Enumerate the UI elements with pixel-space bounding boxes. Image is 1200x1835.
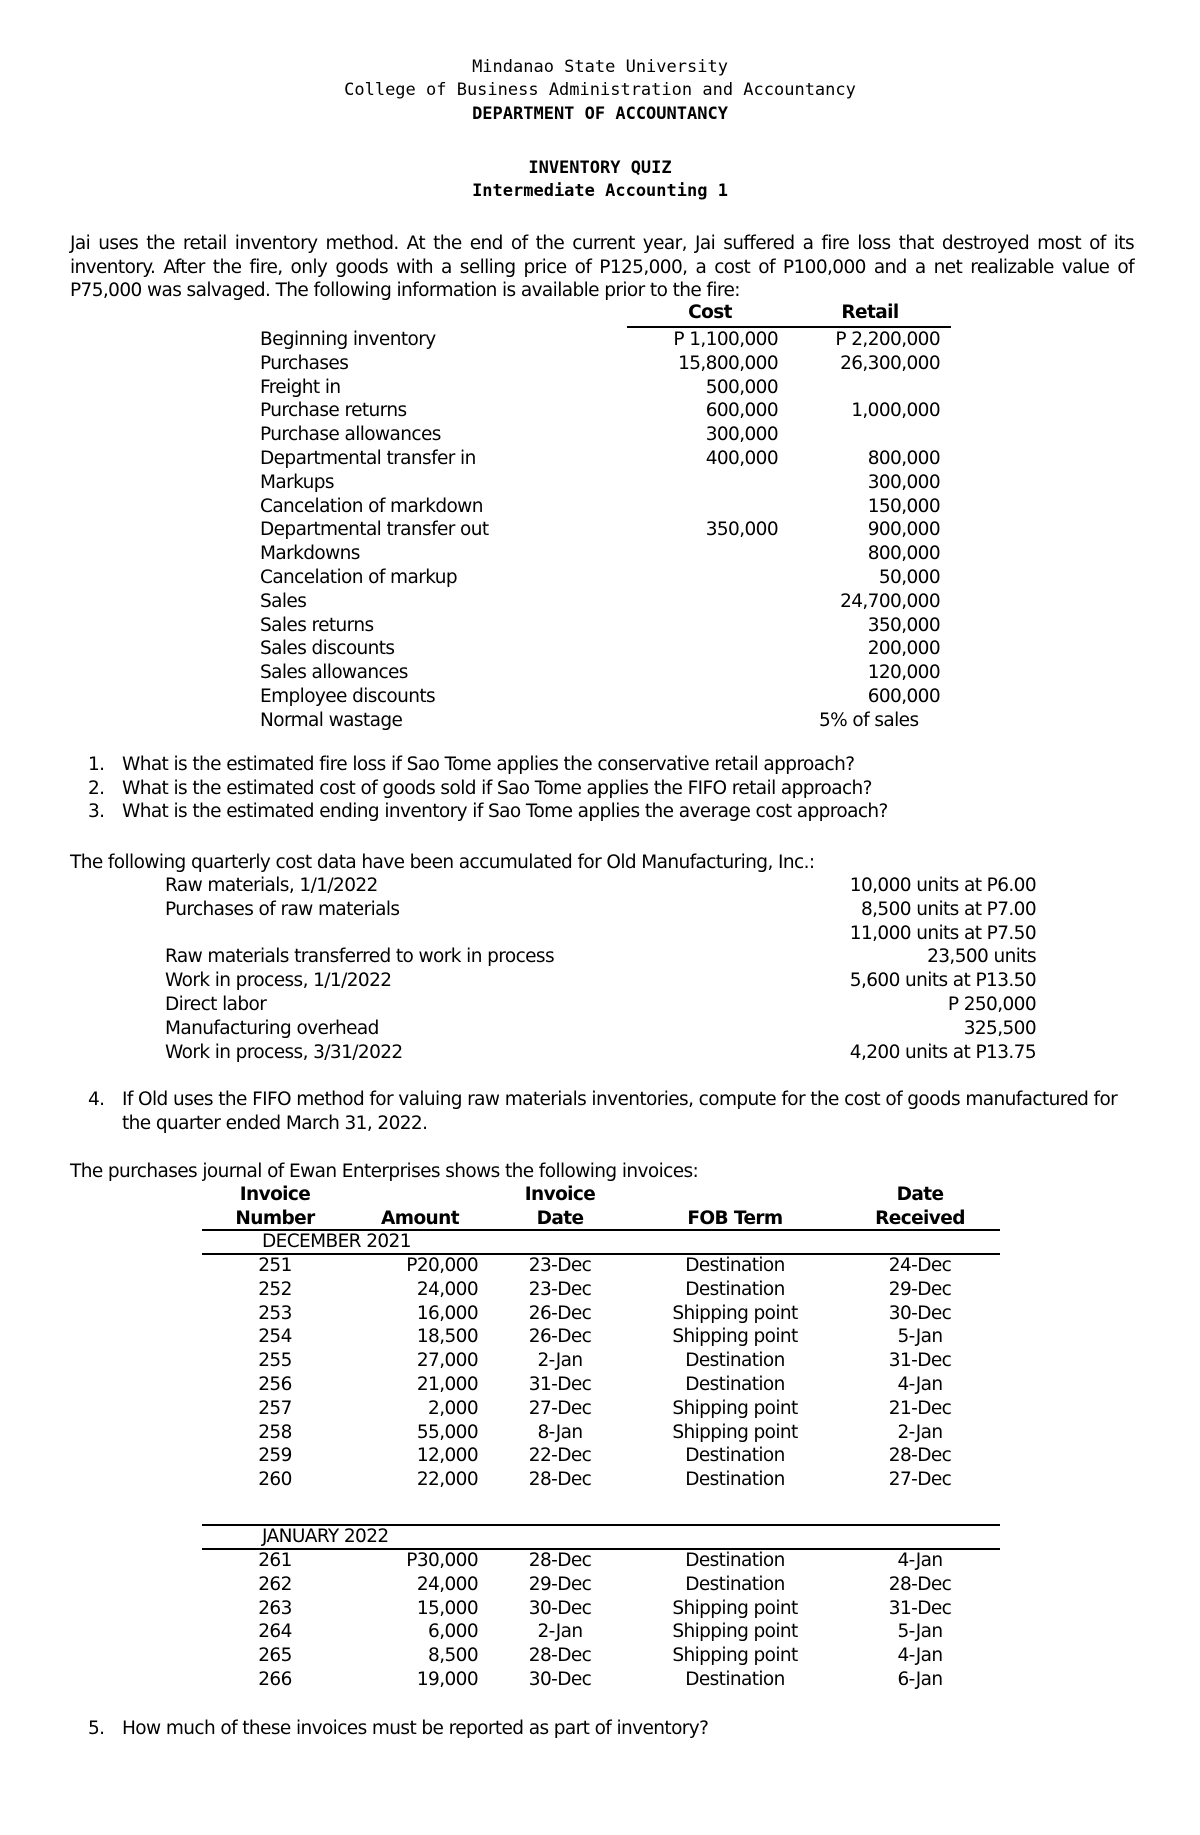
retail-row-cost: 400,000 <box>705 448 778 469</box>
invoice-date: 22-Dec <box>528 1445 592 1467</box>
col-cost-header: Cost <box>688 302 732 323</box>
invoice-date-received: 30-Dec <box>888 1302 952 1324</box>
cost-row-value: 325,500 <box>963 1017 1036 1039</box>
cost-row-value: 5,600 units at P13.50 <box>849 970 1036 992</box>
invoice-amount: 8,500 <box>428 1645 478 1667</box>
section-title: JANUARY 2022 <box>262 1526 389 1547</box>
invoice-number: 263 <box>258 1597 292 1619</box>
retail-row-label: Purchase allowances <box>260 424 441 446</box>
invoice-date: 29-Dec <box>528 1573 592 1595</box>
retail-row-cost: 300,000 <box>705 424 778 446</box>
invoice-number: 256 <box>258 1374 292 1395</box>
question-text: What is the estimated fire loss if Sao Tome applies the conservative retail approach? <box>122 754 855 775</box>
retail-row-cost: 15,800,000 <box>678 352 778 374</box>
hdr-date-received-bottom: Received <box>875 1208 965 1229</box>
retail-row-label: Beginning inventory <box>260 329 436 350</box>
invoice-date: 26-Dec <box>528 1326 592 1348</box>
invoice-fob-term: Destination <box>685 1573 785 1595</box>
retail-row-label: Sales discounts <box>260 638 395 660</box>
question-text: How much of these invoices must be reported as part of inventory? <box>122 1718 709 1739</box>
cost-row-label: Work in process, 1/1/2022 <box>165 970 392 992</box>
question-number: 2. <box>88 777 105 799</box>
invoice-fob-term: Shipping point <box>672 1421 798 1443</box>
question-text: If Old uses the FIFO method for valuing raw materials inventories, compute for the cost of goods manufactured for the quarter ended March 31, 2022. <box>122 1089 1118 1134</box>
hdr-invoice-bottom: Number <box>235 1208 315 1229</box>
invoice-amount: 27,000 <box>416 1350 478 1372</box>
invoice-amount: 18,500 <box>416 1326 478 1348</box>
section-title: DECEMBER 2021 <box>262 1231 411 1252</box>
university-name: Mindanao State University <box>472 57 728 77</box>
part2-question <box>70 1088 1140 1135</box>
retail-table-top-rule <box>627 326 951 328</box>
question-number: 4. <box>88 1089 105 1110</box>
invoice-number: 251 <box>258 1255 292 1276</box>
invoice-number: 265 <box>258 1645 292 1667</box>
part1-intro: Jai uses the retail inventory method. At the end of the current year, Jai suffered a fire loss that destroyed most of its inventory. After the fire, only goods with a selling price of P125,000, a cost of P100,000 and a net realizable value of P75,000 was salvaged. The following information is available prior to the fire: <box>70 233 1134 301</box>
invoice-number: 262 <box>258 1573 292 1595</box>
invoice-number: 259 <box>258 1445 292 1467</box>
invoice-fob-term: Shipping point <box>672 1645 798 1667</box>
invoice-fob-term: Shipping point <box>672 1302 798 1324</box>
invoice-fob-term: Shipping point <box>672 1621 798 1643</box>
col-retail-header: Retail <box>841 302 899 323</box>
invoice-fob-term: Destination <box>685 1374 785 1395</box>
invoice-number: 257 <box>258 1397 292 1419</box>
retail-row-retail: 900,000 <box>867 519 940 541</box>
invoice-number: 258 <box>258 1421 292 1443</box>
retail-row-label: Sales returns <box>260 614 374 636</box>
retail-row-retail: P 2,200,000 <box>835 329 940 350</box>
invoice-date-received: 24-Dec <box>888 1255 952 1276</box>
invoice-fob-term: Destination <box>685 1550 785 1571</box>
invoice-date-received: 6-Jan <box>897 1669 943 1690</box>
part2-intro: The following quarterly cost data have been accumulated for Old Manufacturing, Inc.: <box>70 852 815 873</box>
invoice-date: 2-Jan <box>537 1621 583 1643</box>
invoice-date: 26-Dec <box>528 1302 592 1324</box>
question-item <box>70 1717 1140 1741</box>
cost-row-label: Raw materials, 1/1/2022 <box>165 875 378 896</box>
question-item <box>70 1088 1140 1135</box>
retail-row-label: Purchase returns <box>260 400 407 422</box>
retail-row-label: Cancelation of markdown <box>260 495 483 517</box>
invoice-date-received: 2-Jan <box>897 1421 943 1443</box>
invoice-date-received: 5-Jan <box>897 1621 943 1643</box>
retail-row-retail: 350,000 <box>867 614 940 636</box>
invoice-date: 2-Jan <box>537 1350 583 1372</box>
invoice-fob-term: Destination <box>685 1669 785 1690</box>
invoice-amount: 19,000 <box>416 1669 478 1690</box>
retail-row-retail: 600,000 <box>867 686 940 707</box>
invoice-number: 253 <box>258 1302 292 1324</box>
retail-row-retail: 26,300,000 <box>840 352 940 374</box>
invoice-amount: 12,000 <box>416 1445 478 1467</box>
cost-row-label: Direct labor <box>165 994 267 1015</box>
retail-row-retail: 1,000,000 <box>851 400 940 422</box>
retail-row-label: Normal wastage <box>260 709 403 731</box>
invoice-date: 23-Dec <box>528 1278 592 1300</box>
invoice-date-received: 27-Dec <box>888 1469 952 1491</box>
hdr-invoice-date-top: Invoice <box>524 1184 596 1205</box>
invoice-date: 31-Dec <box>528 1374 592 1395</box>
invoice-date-received: 31-Dec <box>888 1350 952 1372</box>
invoice-date-received: 28-Dec <box>888 1573 952 1595</box>
invoice-date: 28-Dec <box>528 1550 592 1571</box>
invoice-amount: 15,000 <box>416 1597 478 1619</box>
cost-row-value: 8,500 units at P7.00 <box>860 898 1036 920</box>
invoice-amount: 21,000 <box>416 1374 478 1395</box>
retail-row-retail: 800,000 <box>867 448 940 469</box>
part3-question <box>70 1717 1140 1741</box>
invoice-date-received: 4-Jan <box>897 1645 943 1667</box>
retail-row-cost: 600,000 <box>705 400 778 422</box>
invoice-date: 8-Jan <box>537 1421 583 1443</box>
invoice-fob-term: Destination <box>685 1255 785 1276</box>
question-text: What is the estimated ending inventory if Sao Tome applies the average cost approach? <box>122 801 888 823</box>
cost-row-label: Manufacturing overhead <box>165 1017 379 1039</box>
retail-row-retail: 300,000 <box>867 471 940 493</box>
retail-row-label: Markups <box>260 471 334 493</box>
college-name: College of Business Administration and Accountancy <box>344 80 856 100</box>
cost-row-value: 10,000 units at P6.00 <box>849 875 1036 896</box>
invoice-date: 27-Dec <box>528 1397 592 1419</box>
invoice-date: 28-Dec <box>528 1645 592 1667</box>
invoice-amount: 16,000 <box>416 1302 478 1324</box>
invoice-amount: 22,000 <box>416 1469 478 1491</box>
invoice-date-received: 5-Jan <box>897 1326 943 1348</box>
invoice-number: 264 <box>258 1621 292 1643</box>
invoice-fob-term: Shipping point <box>672 1597 798 1619</box>
question-item <box>70 800 1140 824</box>
question-number: 1. <box>88 754 105 775</box>
question-item <box>70 777 1140 801</box>
invoice-date-received: 21-Dec <box>888 1397 952 1419</box>
retail-row-cost: P 1,100,000 <box>673 329 778 350</box>
invoice-date: 28-Dec <box>528 1469 592 1491</box>
invoice-fob-term: Destination <box>685 1445 785 1467</box>
retail-row-label: Departmental transfer in <box>260 448 476 469</box>
invoice-date: 23-Dec <box>528 1255 592 1276</box>
invoice-fob-term: Shipping point <box>672 1326 798 1348</box>
retail-row-label: Freight in <box>260 376 341 398</box>
retail-row-label: Employee discounts <box>260 686 436 707</box>
retail-row-cost: 350,000 <box>705 519 778 541</box>
cost-row-value: 4,200 units at P13.75 <box>849 1041 1036 1063</box>
part1-questions <box>70 753 1140 824</box>
invoice-date-received: 4-Jan <box>897 1550 943 1571</box>
invoice-date-received: 29-Dec <box>888 1278 952 1300</box>
question-text: What is the estimated cost of goods sold if Sao Tome applies the FIFO retail approach? <box>122 777 872 799</box>
cost-row-value: 11,000 units at P7.50 <box>849 922 1036 944</box>
quiz-title: INVENTORY QUIZ <box>528 158 672 178</box>
invoice-date: 30-Dec <box>528 1669 592 1690</box>
invoice-amount: 6,000 <box>428 1621 478 1643</box>
invoice-amount: P20,000 <box>406 1255 478 1276</box>
cost-row-label: Work in process, 3/31/2022 <box>165 1041 403 1063</box>
invoice-number: 252 <box>258 1278 292 1300</box>
invoice-number: 260 <box>258 1469 292 1491</box>
retail-row-label: Departmental transfer out <box>260 519 489 541</box>
invoice-fob-term: Destination <box>685 1350 785 1372</box>
retail-row-label: Markdowns <box>260 543 360 565</box>
question-number: 3. <box>88 801 105 823</box>
retail-row-retail: 5% of sales <box>819 709 919 731</box>
invoice-number: 255 <box>258 1350 292 1372</box>
invoice-date-received: 28-Dec <box>888 1445 952 1467</box>
invoice-date-received: 31-Dec <box>888 1597 952 1619</box>
hdr-invoice-top: Invoice <box>239 1184 311 1205</box>
retail-row-label: Cancelation of markup <box>260 567 458 588</box>
retail-row-retail: 50,000 <box>878 567 940 588</box>
invoice-fob-term: Destination <box>685 1278 785 1300</box>
invoice-date: 30-Dec <box>528 1597 592 1619</box>
retail-row-retail: 200,000 <box>867 638 940 660</box>
hdr-fob-term: FOB Term <box>687 1208 783 1229</box>
question-item <box>70 753 1140 777</box>
subject-title: Intermediate Accounting 1 <box>472 181 728 201</box>
retail-row-retail: 150,000 <box>867 495 940 517</box>
retail-row-label: Sales <box>260 590 307 612</box>
retail-row-retail: 24,700,000 <box>840 590 940 612</box>
retail-row-retail: 800,000 <box>867 543 940 565</box>
cost-row-value: 23,500 units <box>927 946 1036 968</box>
invoice-amount: P30,000 <box>406 1550 478 1571</box>
invoice-amount: 55,000 <box>416 1421 478 1443</box>
invoice-fob-term: Shipping point <box>672 1397 798 1419</box>
cost-row-label: Raw materials transferred to work in process <box>165 946 555 968</box>
hdr-invoice-date-bottom: Date <box>536 1208 584 1229</box>
retail-row-cost: 500,000 <box>705 376 778 398</box>
retail-row-label: Purchases <box>260 352 349 374</box>
part3-intro: The purchases journal of Ewan Enterprises shows the following invoices: <box>70 1161 699 1182</box>
invoice-number: 261 <box>258 1550 292 1571</box>
invoice-number: 254 <box>258 1326 292 1348</box>
invoice-date-received: 4-Jan <box>897 1374 943 1395</box>
question-number: 5. <box>88 1718 105 1739</box>
invoice-amount: 24,000 <box>416 1573 478 1595</box>
retail-row-label: Sales allowances <box>260 662 408 684</box>
invoice-number: 266 <box>258 1669 292 1690</box>
invoice-amount: 24,000 <box>416 1278 478 1300</box>
invoice-amount: 2,000 <box>428 1397 478 1419</box>
department-name: DEPARTMENT OF ACCOUNTANCY <box>472 104 728 124</box>
cost-row-label: Purchases of raw materials <box>165 898 400 920</box>
cost-row-value: P 250,000 <box>947 994 1036 1015</box>
invoice-fob-term: Destination <box>685 1469 785 1491</box>
hdr-amount: Amount <box>381 1208 459 1229</box>
retail-row-retail: 120,000 <box>867 662 940 684</box>
hdr-date-received-top: Date <box>896 1184 944 1205</box>
